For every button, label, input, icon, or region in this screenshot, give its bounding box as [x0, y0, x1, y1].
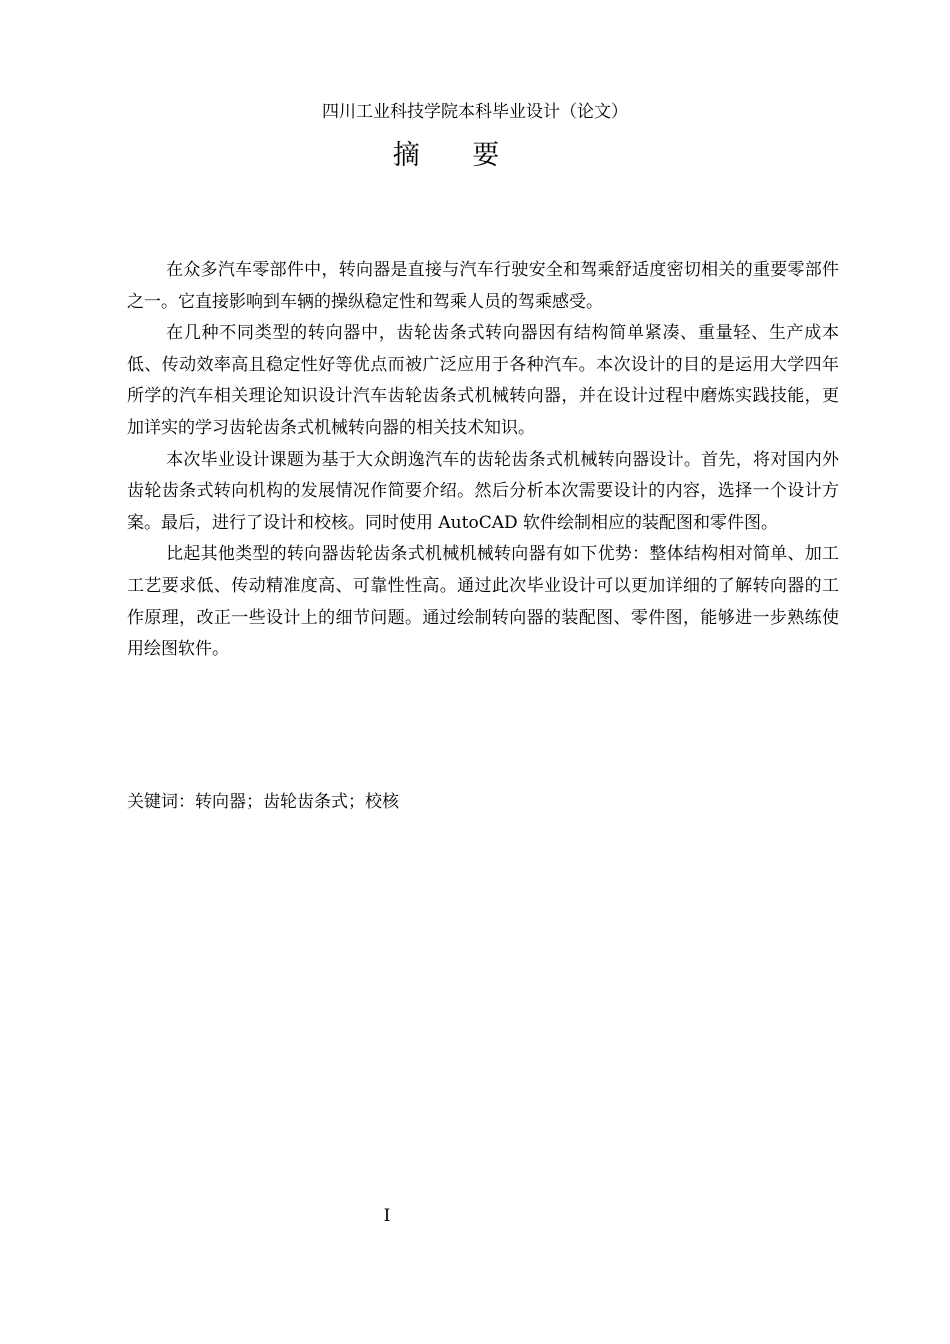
abstract-paragraph: 在众多汽车零部件中，转向器是直接与汽车行驶安全和驾乘舒适度密切相关的重要零部件之一。它直接影响到车辆的操纵稳定性和驾乘人员的驾乘感受。: [127, 260, 839, 312]
keywords-line: [127, 788, 839, 816]
abstract-paragraph: 比起其他类型的转向器齿轮齿条式机械机械转向器有如下优势：整体结构相对简单、加工工艺要求低、传动精准度高、可靠性性高。通过此次毕业设计可以更加详细的了解转向器的工作原理，改正一些设计上的细节问题。通过绘制转向器的装配图、零件图，能够进一步熟练使用绘图软件。: [127, 544, 839, 660]
abstract-paragraph: 在几种不同类型的转向器中，齿轮齿条式转向器因有结构简单紧凑、重量轻、生产成本低、传动效率高且稳定性好等优点而被广泛应用于各种汽车。本次设计的目的是运用大学四年所学的汽车相关理论知识设计汽车齿轮齿条式机械转向器，并在设计过程中磨炼实践技能，更加详实的学习齿轮齿条式机械转向器的相关技术知识。: [127, 323, 839, 438]
page-header: 四川工业科技学院本科毕业设计（论文）: [322, 102, 628, 122]
keywords-text: 转向器；齿轮齿条式；校核: [195, 792, 399, 812]
keywords-label: 关键词：: [127, 792, 195, 812]
abstract-body: [127, 255, 839, 666]
abstract-paragraph: 本次毕业设计课题为基于大众朗逸汽车的齿轮齿条式机械转向器设计。首先，将对国内外齿轮齿条式转向机构的发展情况作简要介绍。然后分析本次需要设计的内容，选择一个设计方案。最后，进行了设计和校核。同时使用 AutoCAD 软件绘制相应的装配图和零件图。: [127, 449, 839, 533]
abstract-title: 摘 要: [392, 140, 522, 171]
page-number: I: [383, 1206, 391, 1226]
